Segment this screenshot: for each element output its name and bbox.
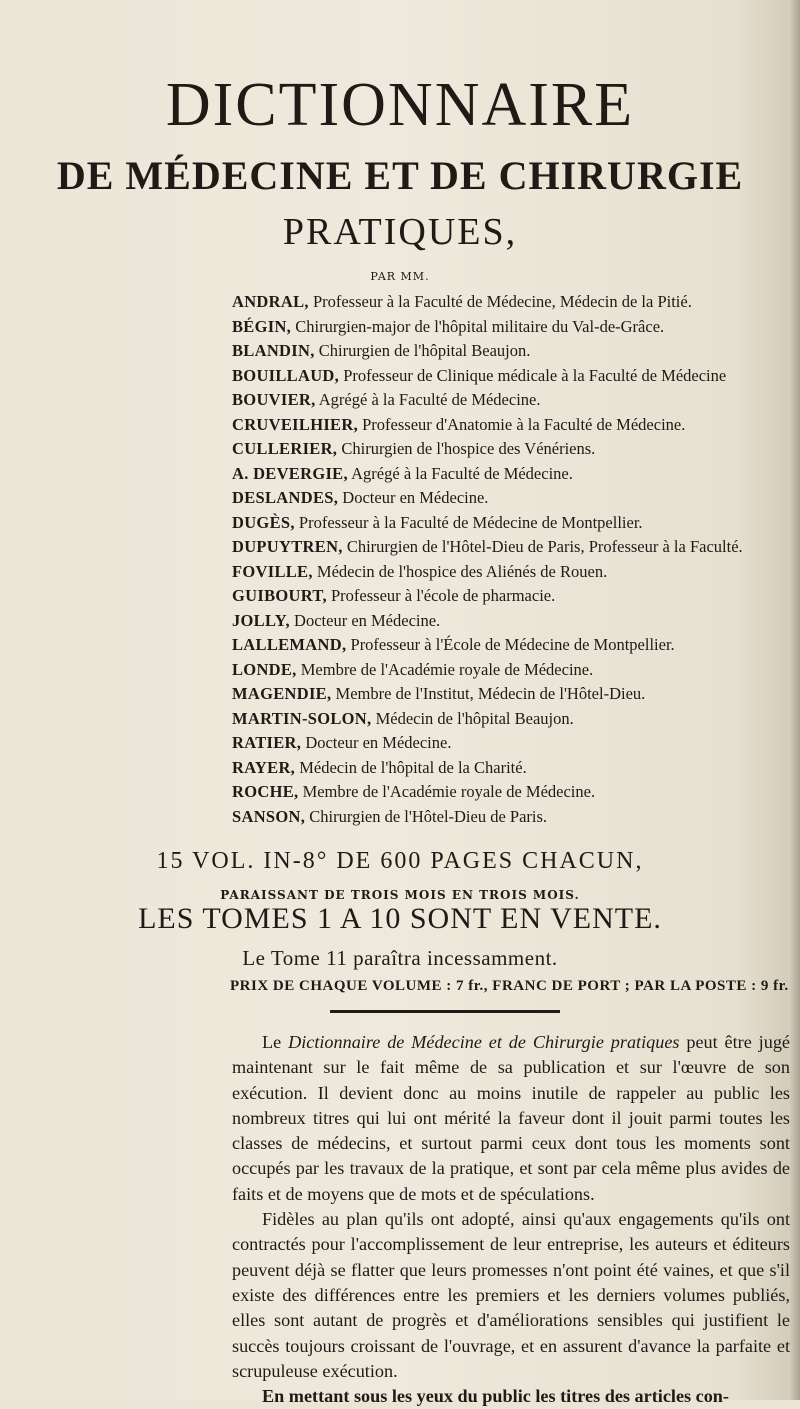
author-name: ROCHE,: [232, 782, 299, 801]
author-description: Chirurgien de l'Hôtel-Dieu de Paris.: [305, 806, 548, 826]
author-entry: [232, 560, 792, 585]
author-name: A. DEVERGIE,: [232, 463, 348, 483]
author-entry: [232, 535, 792, 560]
author-name: BOUVIER,: [232, 390, 316, 409]
price-line: PRIX DE CHAQUE VOLUME : 7 fr., FRANC DE PORT ; PAR LA POSTE : 9 fr.: [230, 978, 789, 994]
author-name: LONDE,: [232, 659, 297, 679]
author-entry: [232, 780, 792, 805]
title-dictionnaire: DICTIONNAIRE: [165, 71, 635, 139]
author-name: GUIBOURT,: [232, 586, 327, 605]
author-description: Membre de l'Académie royale de Médecine.: [298, 782, 596, 801]
author-entry: [232, 756, 792, 781]
author-entry: [232, 658, 792, 683]
volumes-line: 15 VOL. IN-8° DE 600 PAGES CHACUN,: [156, 848, 644, 874]
author-entry: [232, 486, 792, 511]
author-description: Professeur à la Faculté de Médecine, Médecin de la Pitié.: [308, 292, 692, 311]
author-entry: [232, 511, 792, 536]
author-entry: [232, 413, 792, 438]
paragraph-2: Fidèles au plan qu'ils ont adopté, ainsi qu'aux engagements qu'ils ont contractés pour l'accomplissement de leur entreprise, les auteurs et éditeurs peuvent déjà se flatter que leurs promesses n'ont point été vaines, et que s'il existe des différences entre les premiers et les derniers volumes publiés, elles sont autant de progrès et d'améliorations sensibles qui justifient le succès toujours croissant de l'ouvrage, et en assurent d'avance la parfaite et scrupuleuse exécution.: [232, 1209, 790, 1381]
par-label: PAR MM.: [370, 270, 430, 283]
paragraph-1-prefix: Le: [262, 1032, 289, 1052]
author-name: DUPUYTREN,: [232, 537, 343, 556]
author-name: CULLERIER,: [232, 439, 338, 458]
author-entry: [232, 584, 792, 609]
author-entry: [232, 707, 792, 732]
author-description: Professeur à l'École de Médecine de Montpellier.: [346, 635, 675, 654]
author-name: SANSON,: [232, 806, 306, 826]
author-description: Chirurgien-major de l'hôpital militaire du Val-de-Grâce.: [291, 316, 665, 336]
author-name: DUGÈS,: [232, 512, 295, 532]
author-name: MARTIN-SOLON,: [232, 708, 372, 728]
author-name: BÉGIN,: [232, 316, 292, 336]
parution-line: PARAISSANT DE TROIS MOIS EN TROIS MOIS.: [220, 888, 580, 902]
author-entry: [232, 364, 792, 389]
author-name: FOVILLE,: [232, 561, 313, 581]
paragraph-3: En mettant sous les yeux du public les titres des articles con-: [262, 1386, 729, 1407]
author-name: BOUILLAUD,: [232, 365, 340, 385]
title-pratiques: PRATIQUES,: [282, 211, 518, 253]
author-description: Membre de l'Institut, Médecin de l'Hôtel-Dieu.: [331, 684, 646, 703]
author-name: BLANDIN,: [232, 341, 315, 360]
divider-rule: [330, 1010, 560, 1013]
tome-11-notice: Le Tome 11 paraîtra incessamment.: [242, 946, 558, 970]
author-entry: [232, 290, 792, 315]
author-entry: [232, 462, 792, 487]
author-entry: [232, 731, 792, 756]
author-description: Médecin de l'hospice des Aliénés de Rouen.: [312, 561, 608, 581]
author-name: ANDRAL,: [232, 292, 309, 311]
paragraph-1-rest: peut être jugé maintenant sur le fait même de sa publication et sur l'œuvre de son exécution. Il devient donc au moins inutile de rappeler au public les nombreux titres qui lui ont mérité la faveur dont il jouit parmi toutes les classes de médecins, et surtout parmi ceux dont tous les moments sont occupés par les travaux de la pratique, et sont par cela même plus avides de faits et de moyens que de mots et de spéculations.: [232, 1032, 790, 1204]
author-name: LALLEMAND,: [232, 635, 347, 654]
work-title: Dictionnaire de Médecine et de Chirurgie pratiques: [288, 1032, 680, 1052]
author-description: Médecin de l'hôpital Beaujon.: [371, 708, 574, 728]
tomes-en-vente: LES TOMES 1 A 10 SONT EN VENTE.: [138, 902, 662, 935]
author-entry: [232, 805, 792, 830]
author-name: DESLANDES,: [232, 488, 339, 507]
author-description: Chirurgien de l'hôpital Beaujon.: [314, 341, 531, 360]
author-name: RATIER,: [232, 733, 302, 752]
author-description: Docteur en Médecine.: [301, 733, 452, 752]
author-description: Professeur d'Anatomie à la Faculté de Médecine.: [358, 414, 686, 434]
author-description: Docteur en Médecine.: [289, 610, 441, 630]
author-list: [232, 290, 792, 829]
body-text: [232, 1030, 790, 1409]
author-entry: [232, 609, 792, 634]
author-name: RAYER,: [232, 757, 296, 777]
author-name: CRUVEILHIER,: [232, 414, 358, 434]
author-description: Professeur à l'école de pharmacie.: [326, 586, 556, 605]
author-description: Professeur à la Faculté de Médecine de Montpellier.: [294, 512, 643, 532]
author-description: Médecin de l'hôpital de la Charité.: [295, 757, 527, 777]
author-entry: [232, 633, 792, 658]
author-description: Membre de l'Académie royale de Médecine.: [296, 659, 594, 679]
author-description: Chirurgien de l'Hôtel-Dieu de Paris, Professeur à la Faculté.: [342, 537, 743, 556]
author-name: MAGENDIE,: [232, 684, 332, 703]
author-entry: [232, 437, 792, 462]
author-entry: [232, 315, 792, 340]
author-name: JOLLY,: [232, 610, 290, 630]
paragraph-1: [232, 1030, 790, 1207]
author-description: Docteur en Médecine.: [338, 488, 489, 507]
author-entry: [232, 339, 792, 364]
author-description: Chirurgien de l'hospice des Vénériens.: [337, 439, 596, 458]
author-description: Agrégé à la Faculté de Médecine.: [347, 463, 573, 483]
title-subtitle: DE MÉDECINE ET DE CHIRURGIE: [56, 153, 744, 198]
author-entry: [232, 388, 792, 413]
author-description: Professeur de Clinique médicale à la Faculté de Médecine: [339, 365, 727, 385]
author-entry: [232, 682, 792, 707]
author-description: Agrégé à la Faculté de Médecine.: [315, 390, 541, 409]
